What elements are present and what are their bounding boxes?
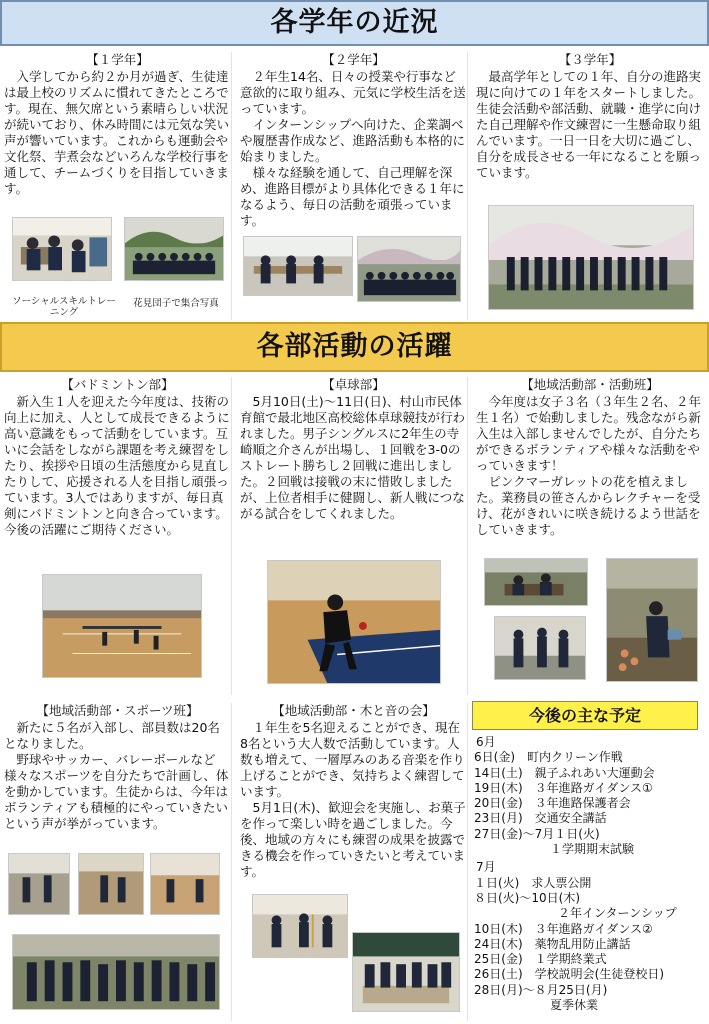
badminton-photo-gym (42, 574, 202, 678)
grade1-caption-social-skill: ソーシャルスキルトレーニング (12, 296, 116, 318)
schedule-row: 28日(月)～８月25日(月) (474, 982, 608, 997)
schedule-row: 19日(木) ３年進路ガイダンス① (474, 780, 653, 795)
grade3-heading: 【３学年】 (558, 52, 622, 67)
schedule-row: ８日(火)～10日(木) (474, 890, 580, 905)
clubs-banner-title: 各部活動の活躍 (0, 322, 709, 372)
grade2-photo-classroom (243, 236, 353, 296)
grade1-photo-social-skill (12, 217, 112, 281)
grades-banner-title: 各学年の近況 (0, 0, 709, 46)
schedule-title: 今後の主な予定 (472, 701, 698, 730)
grade2-text-3: 様々な経験を通して、自己理解を深め、進路目標がより具体化できる１年になるよう、毎日の活動を頑張っています。 (240, 165, 465, 228)
schedule-row: １日(火) 求人票公開 (474, 875, 592, 890)
grade3-text: 最高学年としての１年、自分の進路実現に向けての１年をスタートしました。生徒会活動や部活動、就職・進学に向けた自己理解や作文練習に一生懸命取り組んでいます。一日一日を大切に過ごし、自分を成長させる一年になることを願っています。 (476, 69, 702, 180)
community-music-heading: 【地域活動部・木と音の会】 (272, 703, 435, 718)
tabletennis-text: 5月10日(土)～11日(日)、村山市民体育館で最北地区高校総体卓球競技が行われました。男子シングルスに2年生の寺崎順之介さんが出場し、１回戦を3-0のストレート勝ちし２回戦に進出しました。２回戦は接戦の末に惜敗しましたが、上位者相手に健闘し、新人戦につながる試合をしてくれました。 (240, 394, 466, 521)
tabletennis-heading: 【卓球部】 (322, 377, 385, 392)
grade1-text: 入学してから約２か月が過ぎ、生徒達は最上校のリズムに慣れてきたところです。現在、無欠席という素晴らしい状況が続いており、休み時間には元気な笑い声が響いています。これからも運動会や文化祭、芋煮会などいろんな学校行事を通して、チームづくりを目指していきます。 (4, 69, 230, 196)
schedule-row-event: ２年インターンシップ (558, 906, 677, 921)
grade2-text-1: ２年生14名、日々の授業や行事など意欲的に取り組み、元気に学校生活を送っています。 (240, 69, 466, 116)
schedule-row-event: 夏季休業 (550, 998, 599, 1013)
schedule-row: 20日(金) ３年進路保護者会 (474, 796, 631, 811)
schedule-row: 6日(金) 町内クリーン作戦 (474, 750, 623, 765)
schedule-month-july: 7月 (476, 860, 496, 875)
schedule-row: 23日(月) 交通安全講話 (474, 811, 607, 826)
community-activity-heading: 【地域活動部・活動班】 (521, 377, 659, 392)
tabletennis-photo-match (267, 560, 441, 684)
community-sports-photo-2 (78, 853, 144, 915)
community-activity-photo-watering (606, 558, 698, 682)
community-activity-photo-planting (484, 558, 588, 606)
community-music-photo-practice (252, 894, 348, 958)
community-sports-photo-group (12, 934, 220, 1010)
schedule-row: 14日(土) 親子ふれあい大運動会 (474, 765, 655, 780)
schedule-list (474, 735, 706, 1013)
schedule-row: 27日(金)～7月１日(火) (474, 826, 600, 841)
grade1-caption-hanami: 花見団子で集合写真 (133, 298, 219, 309)
community-music-photo-party (352, 932, 460, 1012)
schedule-month-june: 6月 (476, 735, 496, 749)
community-activity-photo-students (494, 616, 586, 680)
grade3-photo-cherry-blossom (488, 205, 694, 310)
schedule-row: 26日(土) 学校説明会(生徒登校日) (474, 967, 665, 982)
grade2-text-2: インターンシップへ向けた、企業調べや履歴書作成など、進路活動も本格的に始まりました。 (240, 117, 466, 164)
schedule-row: 24日(木) 薬物乱用防止講話 (474, 936, 631, 951)
community-sports-text-1: 新たに５名が入部し、部員数は20名となりました。 (4, 720, 220, 751)
grade2-heading: 【２学年】 (322, 52, 385, 67)
grade1-heading: 【１学年】 (86, 52, 149, 67)
badminton-text: 新入生１人を迎えた今年度は、技術の向上に加え、人として成長できるように高い意識をもって活動をしています。互いに会話をしながら課題を考え練習をしたり、挨拶や日頃の生活態度から見直したりして、応援される人を目指し頑張っています。3人ではありますが、毎日真剣にバドミントンと向き合っています。今後の活躍にご期待ください。 (4, 394, 230, 537)
grade1-photo-hanami (124, 217, 224, 281)
schedule-row-event: １学期期末試験 (550, 842, 635, 857)
community-sports-photo-1 (8, 853, 70, 915)
schedule-row: 25日(金) １学期終業式 (474, 952, 607, 967)
community-sports-text-2: 野球やサッカー、バレーボールなど様々なスポーツを自分たちで計画し、体を動かしています。生徒からは、今年はボランティアも積極的にやっていきたいという声が挙がっています。 (4, 752, 229, 831)
community-sports-heading: 【地域活動部・スポーツ班】 (36, 703, 199, 718)
schedule-row: 10日(木) ３年進路ガイダンス② (474, 921, 653, 936)
community-sports-photo-3 (150, 853, 220, 915)
community-music-text-2: 5月1日(木)、歓迎会を実施し、お菓子を作って楽しい時を過ごしました。今後、地域の方々にも練習の成果を披露できる機会を作っていきたいと考えています。 (240, 800, 466, 879)
community-music-text-1: １年生を5名迎えることができ、現在8名という大人数で活動しています。人数も増えて、一層厚みのある音楽を作り上げることができ、気持ちよく練習しています。 (240, 720, 465, 799)
community-activity-text-2: ピンクマーガレットの花を植えました。業務員の笹さんからレクチャーを受け、花がきれいに咲き続けるよう世話をしていきます。 (476, 474, 701, 537)
badminton-heading: 【バドミントン部】 (61, 377, 174, 392)
grade2-photo-group (357, 236, 461, 302)
community-activity-text-1: 今年度は女子３名（３年生２名、２年生１名）で始動しました。残念ながら新入生は入部しませんでしたが、自分たちができるボランティアや様々な活動をやっていきます！ (476, 394, 702, 473)
